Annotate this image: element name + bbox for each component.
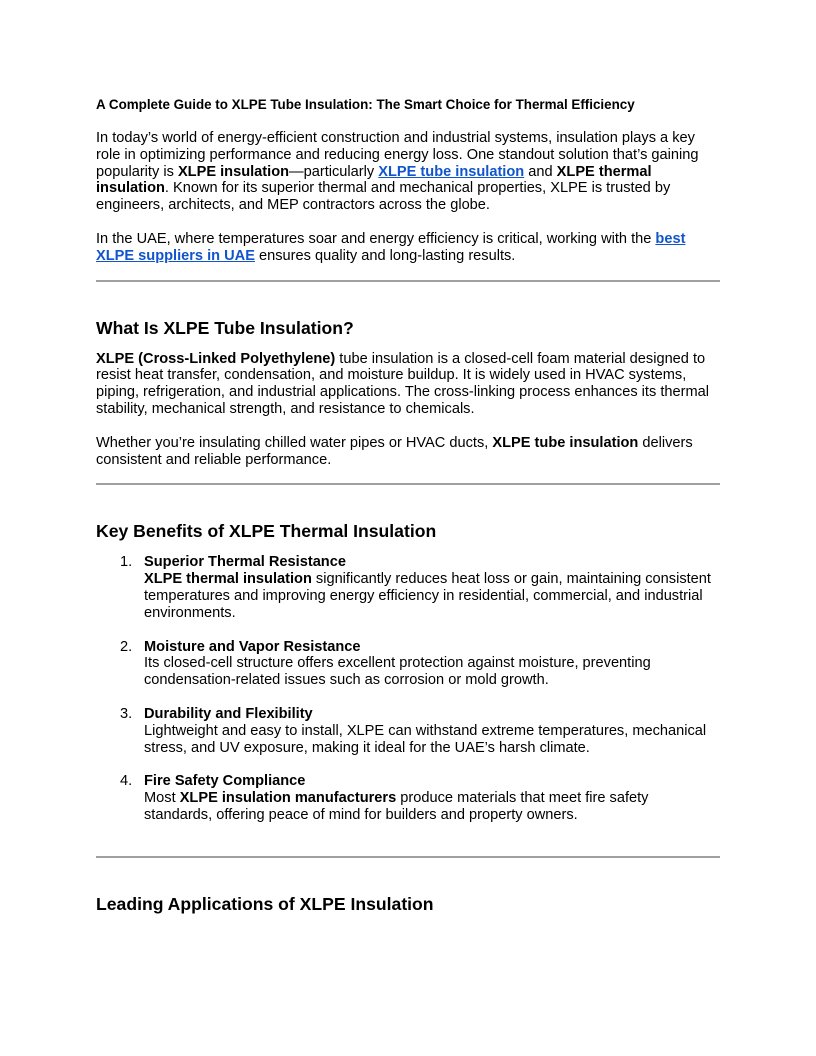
- section1-paragraph-1: [96, 351, 720, 418]
- section-heading-key-benefits: Key Benefits of XLPE Thermal Insulation: [96, 521, 437, 542]
- text: and: [524, 163, 557, 180]
- list-item-title: Superior Thermal Resistance: [144, 554, 346, 571]
- list-number: 2.: [120, 638, 133, 655]
- bold-text: XLPE thermal insulation: [144, 571, 312, 588]
- list-item-title: Moisture and Vapor Resistance: [144, 638, 361, 655]
- intro-paragraph-1: [96, 130, 720, 214]
- text: significantly reduces heat loss or gain, maintaining consistent temperatures and improving energy efficiency in residential, commercial, and industrial environments.: [144, 571, 711, 621]
- list-item: [96, 706, 720, 756]
- text: Lightweight and easy to install, XLPE can withstand extreme temperatures, mechanical stress, and UV exposure, making it ideal for the UAE’s harsh climate.: [144, 722, 707, 756]
- list-item: [96, 773, 720, 823]
- bold-text: XLPE tube insulation: [492, 434, 639, 451]
- text: produce materials that meet fire safety standards, offering peace of mind for builders and property owners.: [144, 790, 649, 823]
- document-page: [96, 96, 720, 915]
- section-heading-applications: Leading Applications of XLPE Insulation: [96, 893, 434, 914]
- list-number: 3.: [120, 705, 133, 722]
- text: delivers consistent and reliable performance.: [96, 434, 693, 468]
- text: . Known for its superior thermal and mechanical properties, XLPE is trusted by engineers, architects, and MEP contractors across the globe.: [96, 180, 671, 214]
- xlpe-tube-insulation-link[interactable]: XLPE tube insulation: [378, 163, 525, 180]
- best-xlpe-suppliers-link[interactable]: best XLPE suppliers in UAE: [96, 230, 686, 264]
- text: ensures quality and long-lasting results.: [254, 247, 516, 264]
- text: tube insulation is a closed-cell foam material designed to resist heat transfer, condensation, and moisture buildup. It is widely used in HVAC systems, piping, refrigeration, and industrial applications. The cross-linking process enhances its thermal stability, mechanical strength, and resistance to chemicals.: [96, 350, 709, 417]
- text: Whether you’re insulating chilled water pipes or HVAC ducts,: [96, 434, 493, 451]
- benefits-list: [96, 554, 720, 823]
- list-item-title: Fire Safety Compliance: [144, 773, 306, 790]
- text: Its closed-cell structure offers excellent protection against moisture, preventing condensation-related issues such as corrosion or mold growth.: [144, 655, 651, 689]
- list-item-title: Durability and Flexibility: [144, 705, 313, 722]
- section-heading-what-is: What Is XLPE Tube Insulation?: [96, 317, 354, 338]
- bold-text: XLPE insulation manufacturers: [179, 790, 397, 807]
- section1-paragraph-2: [96, 435, 720, 469]
- text: In today’s world of energy-efficient construction and industrial systems, insulation plays a key role in optimizing performance and reducing energy loss. One standout solution that’s gaining popularity is: [96, 130, 699, 180]
- list-number: 1.: [120, 554, 133, 571]
- text: —particularly: [289, 163, 379, 180]
- bold-text: XLPE insulation: [177, 163, 290, 180]
- list-number: 4.: [120, 773, 133, 790]
- text: Most: [144, 790, 180, 807]
- bold-text: XLPE thermal insulation: [96, 163, 652, 197]
- list-item: [96, 639, 720, 689]
- document-title: A Complete Guide to XLPE Tube Insulation: The Smart Choice for Thermal Efficiency: [96, 97, 635, 112]
- text: In the UAE, where temperatures soar and energy efficiency is critical, working with the: [96, 230, 656, 247]
- list-item: [96, 554, 720, 621]
- bold-text: XLPE (Cross-Linked Polyethylene): [96, 350, 336, 367]
- intro-paragraph-2: [96, 231, 720, 265]
